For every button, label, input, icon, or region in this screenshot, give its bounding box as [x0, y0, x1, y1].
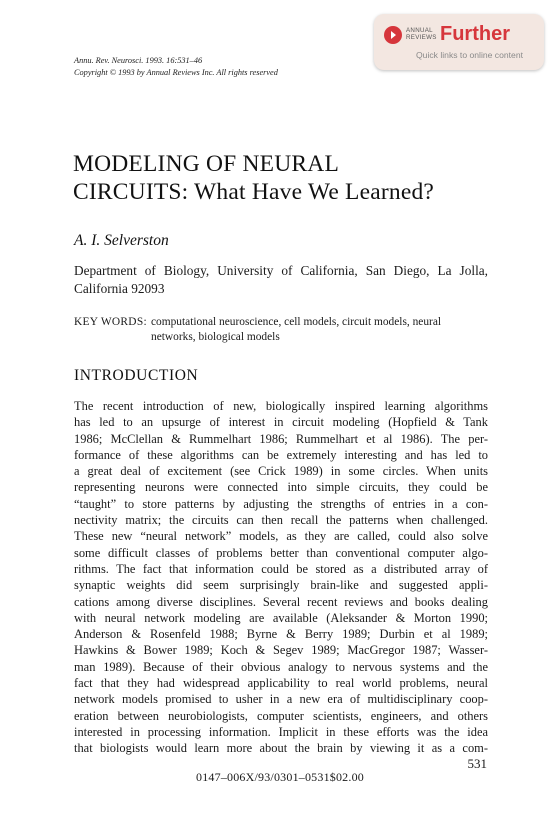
body-line: eration between neurobiologists, computer scientists, engineers, and others — [74, 708, 488, 723]
body-line: has led to an upsurge of interest in circuit modeling (Hopfield & Tank — [74, 415, 488, 430]
body-line: some difficult classes of problems better than conventional computer algo- — [74, 545, 488, 560]
body-line: network models promised to usher in a new era of multidisciplinary coop- — [74, 692, 488, 707]
annual-reviews-logo-icon — [384, 26, 402, 44]
author-affiliation: Department of Biology, University of California, San Diego, La Jolla, California 92093 — [74, 263, 488, 296]
further-quick-links-button[interactable] — [374, 14, 544, 70]
body-line: a great deal of excitement (see Crick 1989) in some circles. When units — [74, 464, 488, 479]
body-line: rithms. The fact that information could be stored as a distributed array of — [74, 561, 488, 576]
body-line: that biologists would learn more about the brain by viewing it as a com- — [74, 741, 488, 756]
citation-line-1: Annu. Rev. Neurosci. 1993. 16:531–46 — [74, 56, 203, 65]
article-title — [73, 150, 513, 206]
key-words-label: KEY WORDS: — [74, 316, 147, 328]
body-line: These new “neural network” models, as they are called, could also solve — [74, 529, 488, 544]
body-line: nectivity matrix; the circuits can then recall the patterns when challenged. — [74, 513, 488, 528]
body-line: 1986; McClellan & Rummelhart 1986; Rummelhart et al 1986). The per- — [74, 431, 488, 446]
body-line: fact that they had widespread applicability to real world problems, neural — [74, 676, 488, 691]
body-paragraph — [74, 398, 488, 757]
title-line-1: MODELING OF NEURAL — [73, 151, 340, 177]
body-line: man 1989). Because of their obvious analogy to nervous systems and the — [74, 659, 488, 674]
journal-citation — [74, 55, 278, 79]
section-heading: INTRODUCTION — [74, 367, 199, 384]
body-line: representing neurons were connected into simple circuits, they could be — [74, 480, 488, 495]
brand-line-1: ANNUAL — [406, 27, 433, 34]
body-line: “taught” to store patterns by adjusting the strengths of entries in a con- — [74, 496, 488, 511]
citation-line-2: Copyright © 1993 by Annual Reviews Inc. All rights reserved — [74, 68, 278, 77]
body-line: cations among diverse disciplines. Several recent reviews and books dealing — [74, 594, 488, 609]
annual-reviews-brand — [406, 27, 437, 41]
page-number: 531 — [467, 756, 487, 771]
brand-line-2: REVIEWS — [406, 34, 437, 41]
title-line-2: CIRCUITS: What Have We Learned? — [73, 179, 435, 205]
body-line: formance of these algorithms can be extremely interesting and has led to — [74, 447, 488, 462]
body-line: The recent introduction of new, biologically inspired learning algorithms — [74, 399, 488, 413]
further-label: Further — [440, 23, 510, 45]
body-line: Anderson & Rosenfeld 1988; Byrne & Berry 1989; Durbin et al 1989; — [74, 627, 488, 642]
copyright-fee-code: 0147–006X/93/0301–0531$02.00 — [196, 770, 364, 784]
key-words-text: computational neuroscience, cell models, circuit models, neural networks, biological models — [151, 316, 442, 343]
body-line: interested in processing information. Implicit in these efforts was the idea — [74, 724, 488, 739]
body-line: with neural network modeling are available (Aleksander & Morton 1990; — [74, 610, 488, 625]
body-line: synaptic weights did seem surprisingly brain-like and suggested appli- — [74, 578, 488, 593]
body-line: Hawkins & Bower 1989; Koch & Segev 1989; MacGregor 1987; Wasser- — [74, 643, 488, 658]
further-tagline: Quick links to online content — [416, 50, 524, 60]
author-name: A. I. Selverston — [74, 232, 169, 249]
